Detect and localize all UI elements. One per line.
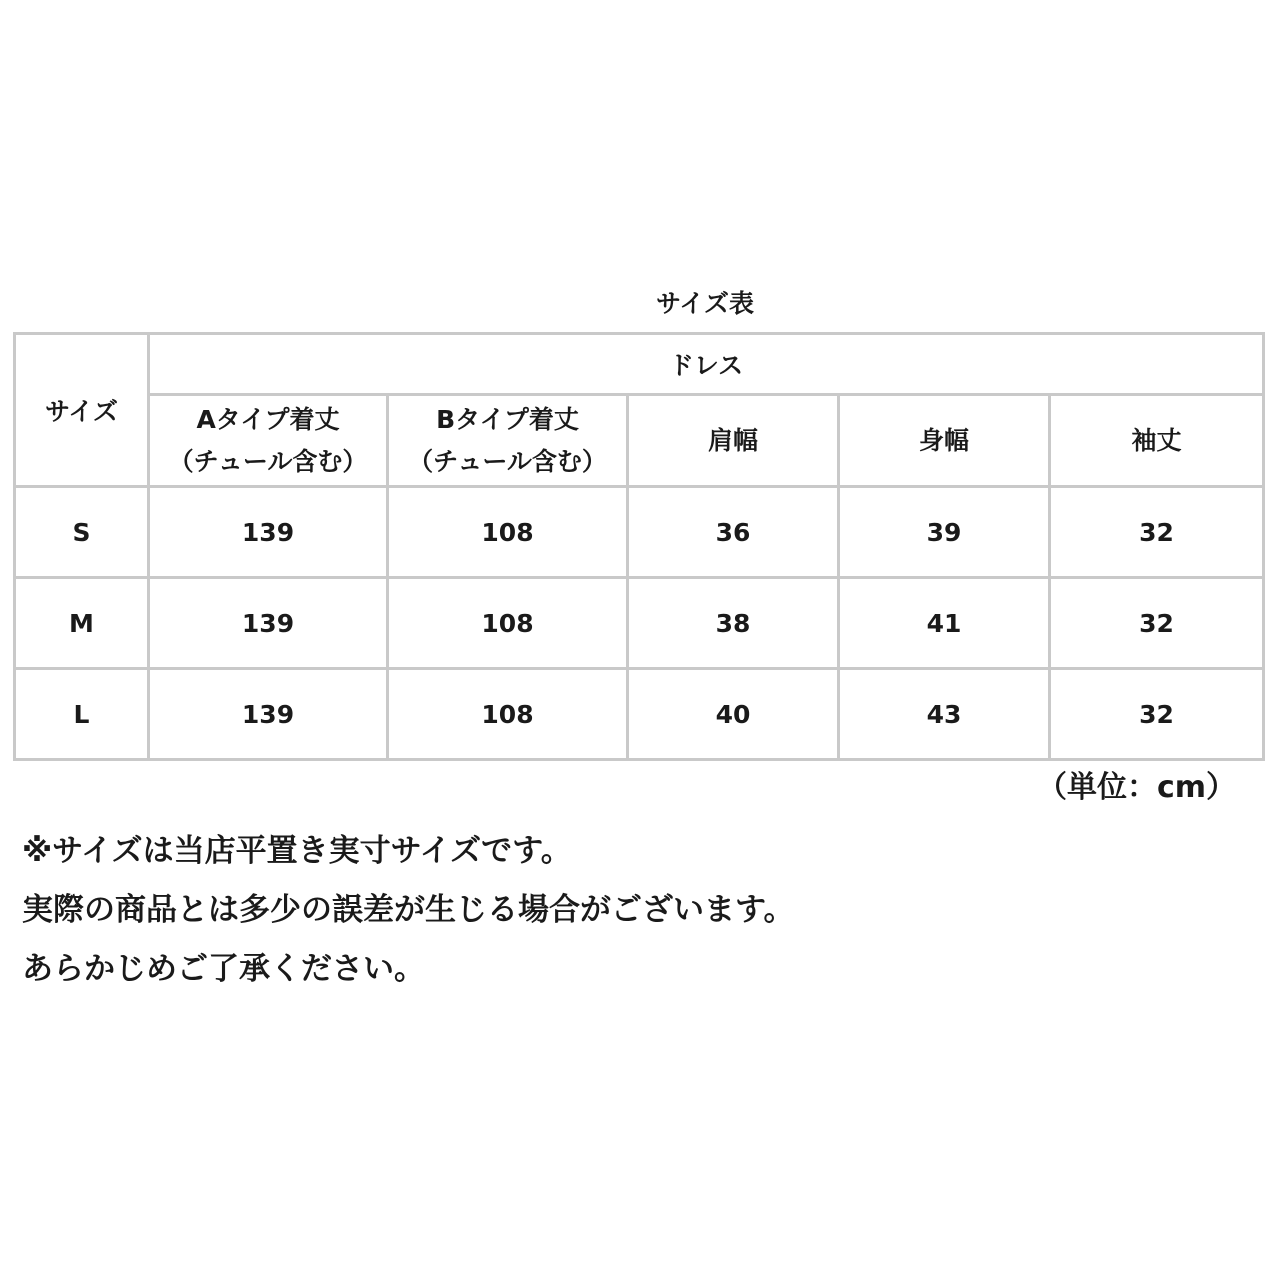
size-cell: S <box>15 487 149 578</box>
value-cell: 32 <box>1050 669 1264 760</box>
value-cell: 38 <box>628 578 839 669</box>
value-cell: 108 <box>388 487 628 578</box>
note-line: 実際の商品とは多少の誤差が生じる場合がございます。 <box>22 892 795 928</box>
note-line: あらかじめご了承ください。 <box>22 951 425 987</box>
column-header-line: Bタイプ着丈 <box>436 404 579 434</box>
value-cell: 32 <box>1050 578 1264 669</box>
column-header-sleeve: 袖丈 <box>1050 395 1264 487</box>
column-header-body-width: 身幅 <box>839 395 1050 487</box>
column-header-a-length <box>149 395 388 487</box>
value-cell: 32 <box>1050 487 1264 578</box>
column-header-shoulder: 肩幅 <box>628 395 839 487</box>
column-header-b-length <box>388 395 628 487</box>
value-cell: 108 <box>388 578 628 669</box>
table-header-row <box>15 334 1264 395</box>
table-subheader-row <box>15 395 1264 487</box>
table-row <box>15 669 1264 760</box>
size-cell: M <box>15 578 149 669</box>
notes <box>22 822 795 999</box>
column-header-line: （チュール含む） <box>408 446 607 476</box>
size-cell: L <box>15 669 149 760</box>
value-cell: 139 <box>149 669 388 760</box>
size-table <box>13 332 1265 761</box>
value-cell: 36 <box>628 487 839 578</box>
note-line: ※サイズは当店平置き実寸サイズです。 <box>22 833 572 869</box>
table-row <box>15 487 1264 578</box>
value-cell: 139 <box>149 487 388 578</box>
table-row <box>15 578 1264 669</box>
table-title: サイズ表 <box>655 289 754 318</box>
value-cell: 108 <box>388 669 628 760</box>
value-cell: 43 <box>839 669 1050 760</box>
dress-group-header: ドレス <box>149 334 1264 395</box>
value-cell: 139 <box>149 578 388 669</box>
value-cell: 40 <box>628 669 839 760</box>
value-cell: 41 <box>839 578 1050 669</box>
column-header-line: （チュール含む） <box>168 446 368 476</box>
size-header: サイズ <box>15 334 149 487</box>
unit-label: （単位：cm） <box>1036 770 1236 805</box>
value-cell: 39 <box>839 487 1050 578</box>
column-header-line: Aタイプ着丈 <box>196 404 340 434</box>
